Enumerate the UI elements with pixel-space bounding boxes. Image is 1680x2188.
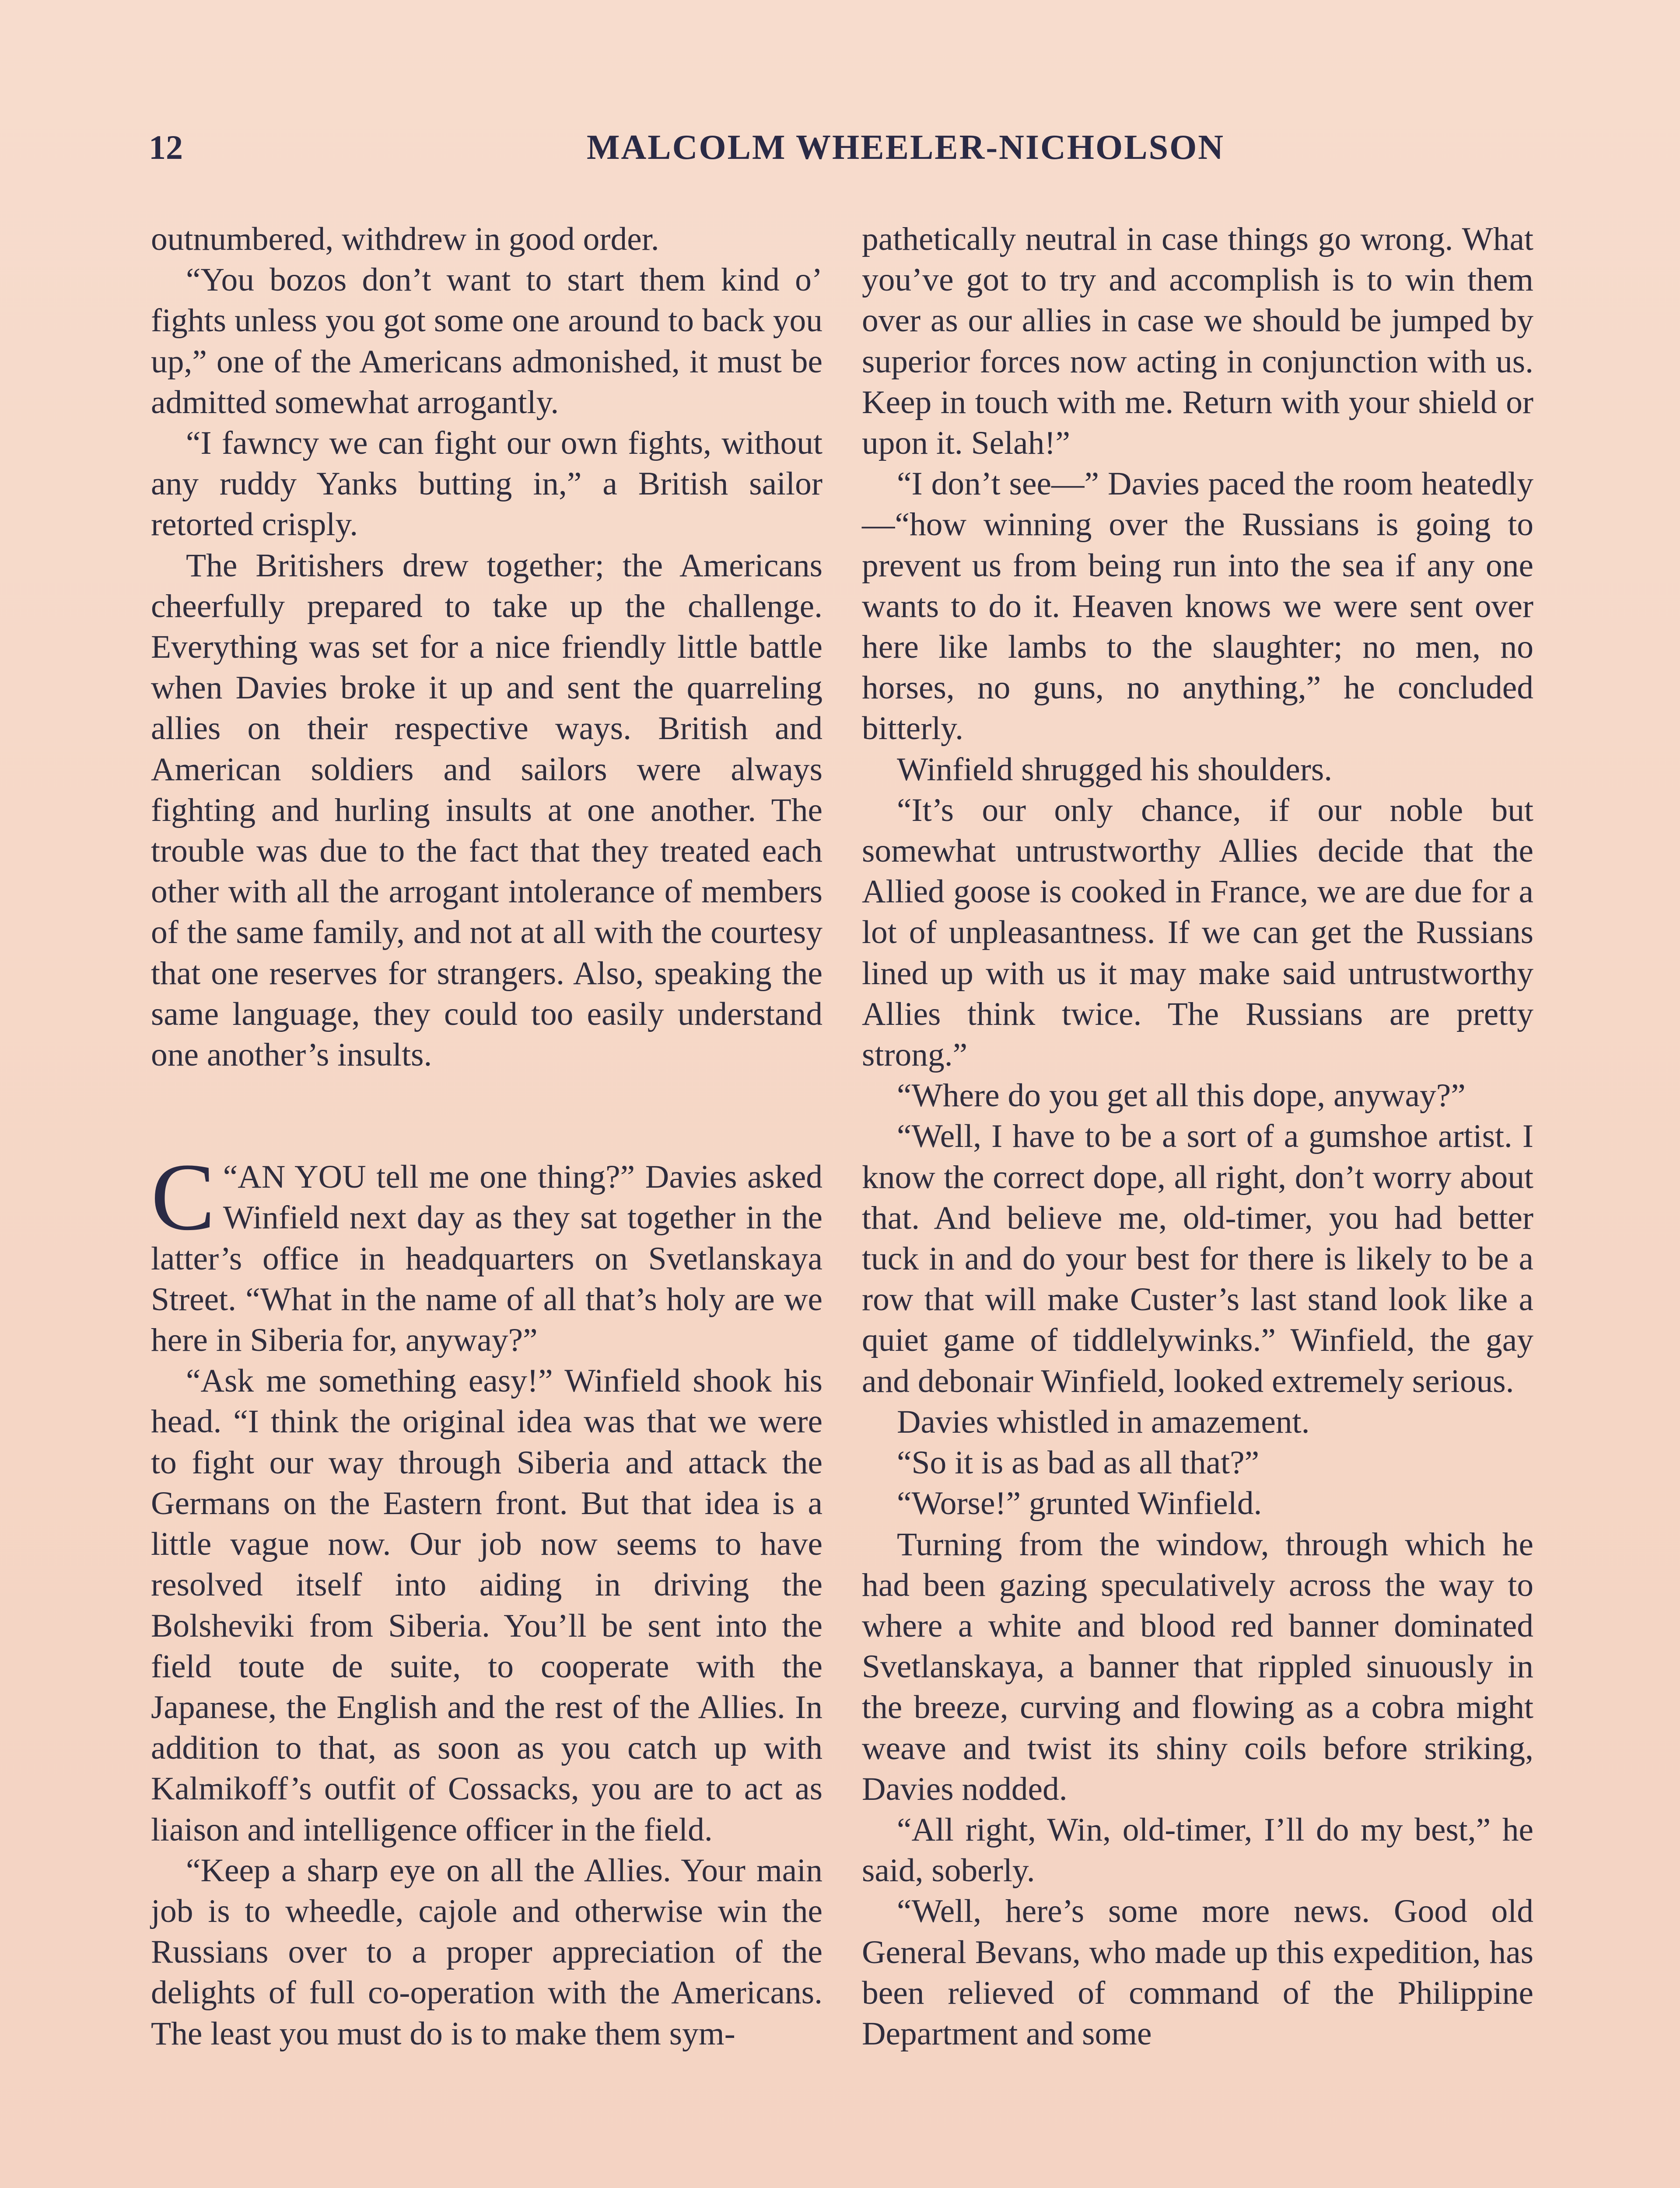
drop-cap: C <box>151 1143 215 1251</box>
page-number: 12 <box>149 128 183 166</box>
page-header <box>149 128 1549 180</box>
paragraph: “I fawncy we can fight our own fights, without any ruddy Yanks butting in,” a British sailor retorted crisply. <box>151 425 822 543</box>
paragraph: “You bozos don’t want to start them kind o’ fights unless you got some one around to back you up,” one of the Americans admonished, it must be admitted somewhat arrogantly. <box>151 262 822 421</box>
lead-in-caps: AN YOU <box>238 1159 366 1196</box>
paragraph-text: tell me one thing?” Davies asked Winfield next day as they sat together in the latter’s office in headquarters on Svetlanskaya Street. “What in the name of all that’s holy are we here in Siberia for, anyway?” <box>151 1159 822 1359</box>
right-column <box>862 219 1533 2054</box>
running-head: MALCOLM WHEELER-NICHOLSON <box>586 128 1225 167</box>
paragraph: “Well, here’s some more news. Good old General Bevans, who made up this expedition, has been relieved of command of the Philippine Department and some <box>862 1893 1533 2052</box>
section-opening-paragraph <box>151 1143 822 1360</box>
paragraph: The Britishers drew together; the Americans cheerfully prepared to take up the challenge. Everything was set for a nice friendly little battle when Davies broke it up and sent the quarreling allies on their respective ways. British and American soldiers and sailors were always fighting and hurling insults at one another. The trouble was due to the fact that they treated each other with all the arrogant intolerance of members of the same family, and not at all with the courtesy that one reserves for strangers. Also, speaking the same language, they could too easily understand one another’s insults. <box>151 547 822 1073</box>
paragraph: “I don’t see—” Davies paced the room heatedly—“how winning over the Russians is going to prevent us from being run into the sea if any one wants to do it. Heaven knows we were sent over here like lambs to the slaughter; no men, no horses, no guns, no anything,” he concluded bitterly. <box>862 466 1533 747</box>
paragraph: “Where do you get all this dope, anyway?” <box>897 1077 1466 1114</box>
paragraph: Davies whistled in amazement. <box>897 1403 1310 1440</box>
paragraph: “It’s our only chance, if our noble but somewhat untrustworthy Allies decide that the Allied goose is cooked in France, we are due for a lot of unpleasantness. If we can get the Russians lined up with us it may make said untrustworthy Allies think twice. The Russians are pretty strong.” <box>862 792 1533 1073</box>
paragraph: Winfield shrugged his shoulders. <box>897 751 1333 788</box>
paragraph: “Worse!” grunted Winfield. <box>897 1485 1262 1522</box>
paragraph: “Keep a sharp eye on all the Allies. Your main job is to wheedle, cajole and otherwise win the Russians over to a proper appreciation of the delights of full co-operation with the Americans. The least you must do is to make them sym- <box>151 1852 822 2052</box>
section-break <box>151 1075 822 1157</box>
paragraph: “So it is as bad as all that?” <box>897 1445 1260 1481</box>
paragraph: “Ask me something easy!” Winfield shook his head. “I think the original idea was that we were to fight our way through Siberia and attack the Germans on the Eastern front. But that idea is a little vague now. Our job now seems to have resolved itself into aiding in driving the Bolsheviki from Siberia. You’ll be sent into the field toute de suite, to cooperate with the Japanese, the English and the rest of the Allies. In addition to that, as soon as you catch up with Kalmikoff’s outfit of Cossacks, you are to act as liaison and intelligence officer in the field. <box>151 1363 822 1848</box>
paragraph: “Well, I have to be a sort of a gumshoe artist. I know the correct dope, all right, don’t worry about that. And believe me, old-timer, you had better tuck in and do your best for there is likely to be a row that will make Custer’s last stand look like a quiet game of tiddlelywinks.” Winfield, the gay and debonair Winfield, looked extremely serious. <box>862 1118 1533 1399</box>
paragraph: outnumbered, withdrew in good order. <box>151 221 659 257</box>
left-column <box>151 219 822 2054</box>
paragraph: “All right, Win, old-timer, I’ll do my best,” he said, soberly. <box>862 1811 1533 1889</box>
opening-quote: “ <box>223 1159 238 1196</box>
paragraph: pathetically neutral in case things go wrong. What you’ve got to try and accomplish is to win them over as our allies in case we should be jumped by superior forces now acting in conjunction with us. Keep in touch with me. Return with your shield or upon it. Selah!” <box>862 221 1533 462</box>
paragraph: Turning from the window, through which he had been gazing speculatively across the way to where a white and blood red banner dominated Svetlanskaya, a banner that rippled sinuously in the breeze, curving and flowing as a cobra might weave and twist its shiny coils before striking, Davies nodded. <box>862 1526 1533 1807</box>
